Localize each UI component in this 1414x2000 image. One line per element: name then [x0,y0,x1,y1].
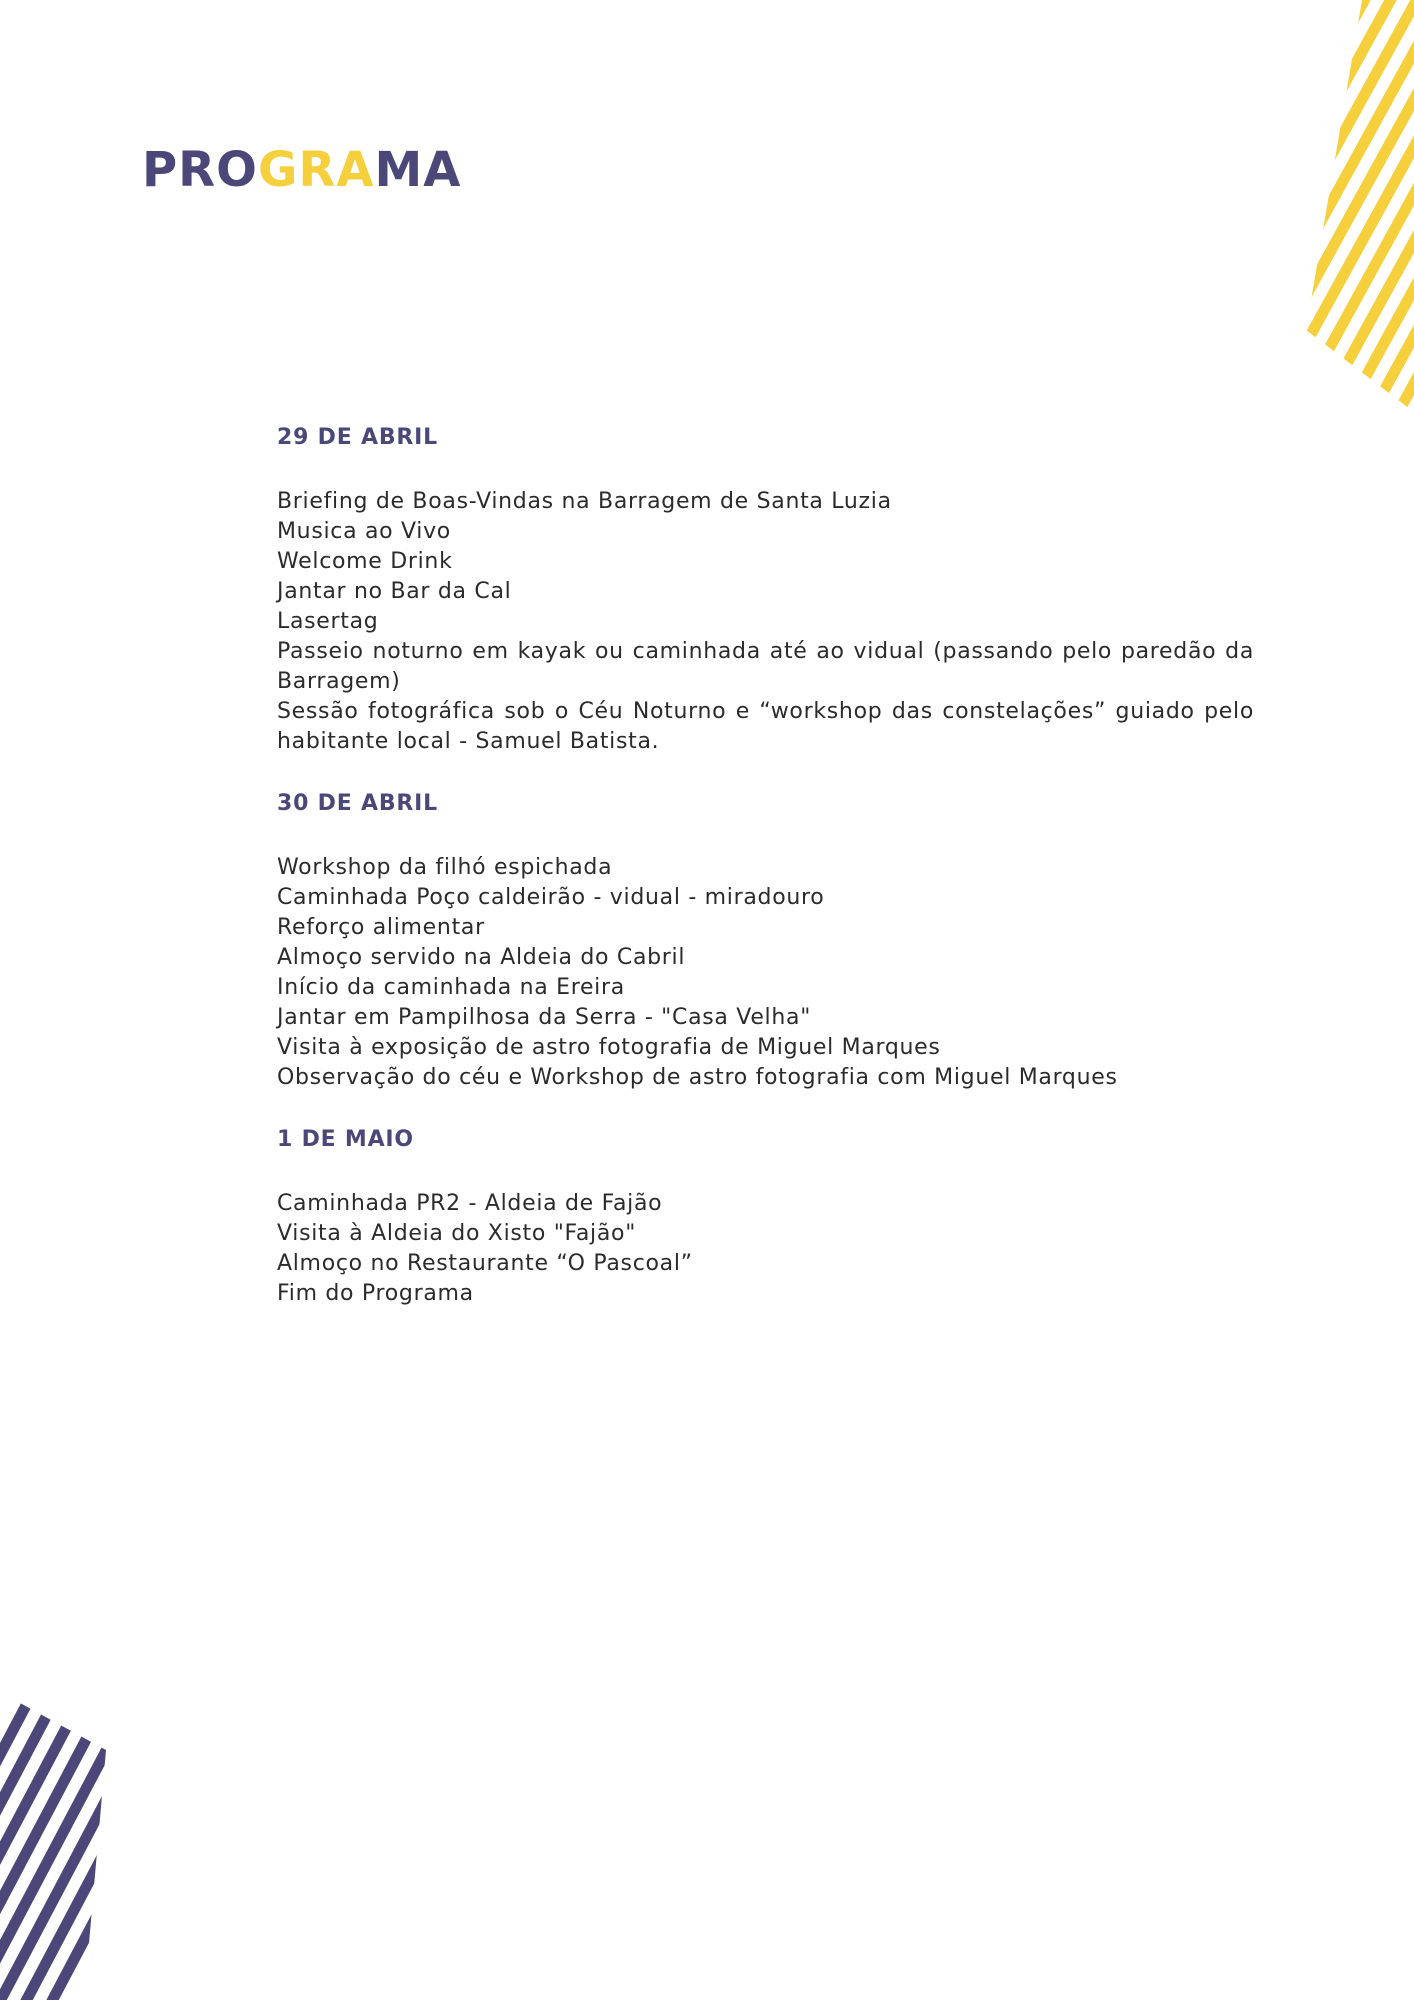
activity-item: Observação do céu e Workshop de astro fotografia com Miguel Marques [277,1065,1118,1090]
yellow-stripes-decoration [1300,0,1414,420]
day-section-30-abril [277,786,1254,1093]
title-accent: GRA [257,142,375,198]
activity-item: Jantar no Bar da Cal [277,579,512,604]
title-part-2: MA [374,142,462,198]
activity-item: Almoço servido na Aldeia do Cabril [277,945,686,970]
activity-item: Almoço no Restaurante “O Pascoal” [277,1251,693,1276]
activity-item: Workshop da filhó espichada [277,855,613,880]
activity-list [277,487,1254,757]
activity-item: Briefing de Boas-Vindas na Barragem de Santa Luzia [277,489,892,514]
activity-list [277,1189,1254,1309]
page-title [142,140,461,200]
activity-item: Caminhada PR2 - Aldeia de Fajão [277,1191,663,1216]
day-heading: 1 DE MAIO [277,1127,414,1152]
activity-item: Welcome Drink [277,549,453,574]
day-section-29-abril [277,420,1254,757]
activity-list [277,853,1254,1093]
purple-stripes-decoration [0,1680,110,2000]
activity-item: Visita à exposição de astro fotografia de Miguel Marques [277,1035,941,1060]
activity-item: Início da caminhada na Ereira [277,975,625,1000]
activity-item: Visita à Aldeia do Xisto "Fajão" [277,1221,637,1246]
activity-item: Lasertag [277,609,379,634]
activity-item: Fim do Programa [277,1281,474,1306]
title-part-1: PRO [142,142,258,198]
activity-item: Sessão fotográfica sob o Céu Noturno e “workshop das constelações” guiado pelo habitante local - Samuel Batista. [277,699,1254,754]
activity-item: Caminhada Poço caldeirão - vidual - miradouro [277,885,825,910]
activity-item: Reforço alimentar [277,915,485,940]
day-section-1-maio [277,1122,1254,1309]
activity-item: Musica ao Vivo [277,519,451,544]
activity-item: Jantar em Pampilhosa da Serra - "Casa Velha" [277,1005,812,1030]
activity-item: Passeio noturno em kayak ou caminhada até ao vidual (passando pelo paredão da Barragem) [277,639,1254,694]
day-heading: 29 DE ABRIL [277,425,438,450]
day-heading: 30 DE ABRIL [277,791,438,816]
program-content [277,420,1254,1338]
